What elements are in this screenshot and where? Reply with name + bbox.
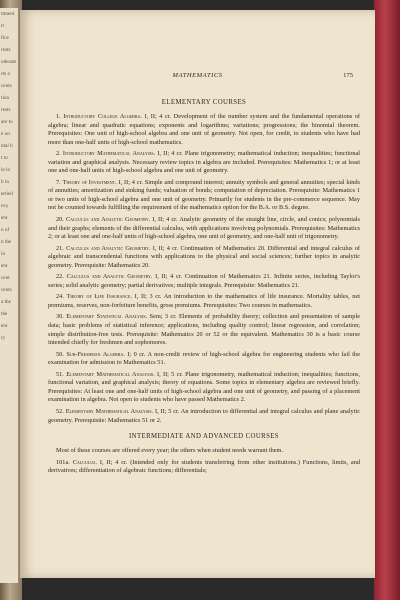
course-title: Introductory Mathematical Analysis. <box>62 150 156 158</box>
course-number: 24. <box>56 293 64 301</box>
left-page-fragment: a the <box>1 299 11 305</box>
course-entry <box>48 459 360 476</box>
course-entry <box>48 179 360 213</box>
course-title: Elementary Mathematical Analysis. <box>65 407 154 415</box>
course-title: Theory of Investment. <box>62 178 117 186</box>
left-page-fragment: b in <box>1 179 9 185</box>
left-page-fragment: n the <box>1 239 12 245</box>
section-intro: Most of these courses are offered every year; the others when student needs warrant them. <box>56 447 284 455</box>
course-number: 101a. <box>56 458 70 466</box>
course-description: I, II; 5 cr. An introduction to differential and integral calculus and plane analytic geometry. Prerequisite: Mathematics 51 or 2. <box>48 407 360 424</box>
course-entry <box>48 113 360 147</box>
left-page-fragment: cents <box>1 287 12 293</box>
left-page-fragment: cent <box>1 275 10 281</box>
course-entry <box>48 408 360 425</box>
left-page-edge <box>0 8 19 583</box>
course-number: 7. <box>56 178 61 186</box>
elementary-course-list <box>48 113 360 425</box>
course-description: I, II; 4 cr. Plane trigonometry; mathematical induction; inequalities; functional variation and graphical analysis. Necessary review topics in algebra are included. Prerequisites: Mathematics 1; or at least one and one-half units of high-school algebra and one unit of geometry. <box>48 150 360 175</box>
section-title-elementary: ELEMENTARY COURSES <box>161 99 247 106</box>
course-title: Introductory College Algebra. <box>63 113 142 120</box>
section-title-advanced: INTERMEDIATE AND ADVANCED COURSES <box>129 433 279 441</box>
left-page-fragment: are to <box>1 119 13 125</box>
left-page-fragment: ent <box>1 215 8 221</box>
left-page-fragment: ttment <box>1 11 15 17</box>
course-entry <box>48 293 360 310</box>
left-page-fragment: t to <box>1 155 8 161</box>
course-number: 50. <box>56 350 64 358</box>
left-page-fragment: ntal b <box>1 143 13 149</box>
course-entry <box>48 371 360 405</box>
course-number: 30. <box>56 313 64 321</box>
red-cover-edge <box>374 0 400 600</box>
course-number: 51. <box>56 370 64 378</box>
course-entry <box>48 245 360 271</box>
course-entry <box>48 216 360 242</box>
left-page-fragment: fice <box>1 35 9 41</box>
course-title: Theory of Life Insurance. <box>66 293 133 301</box>
course-number: 22. <box>56 273 64 281</box>
left-page-fragment: tion <box>1 95 10 101</box>
course-description: I, II; 4 cr. Continuation of Mathematics 20. Differential and integral calculus of algebraic and transcendental functions with applications to the physical and social sciences; further topics in analytic geometry. Prerequisite: Mathematics 20. <box>48 244 361 269</box>
course-entry <box>48 150 360 176</box>
course-title: Calculus and Analytic Geometry. <box>66 273 153 281</box>
left-page-fragment: n of <box>1 227 10 233</box>
course-title: Elementary Statistical Analysis. <box>66 313 148 321</box>
left-page-fragment: ertied <box>1 191 13 197</box>
course-description: I, II; 3 cr. An introduction to the mathematics of life insurance. Mortality tables, net premiums, reserves, non-forfeiture benefits, gross premiums. Prerequisites: Two courses in mathematics. <box>48 293 360 309</box>
course-number: 20. <box>56 216 64 224</box>
left-page-fragment: rests <box>1 47 11 53</box>
left-page-fragment: ncy <box>1 203 9 209</box>
course-description: I, II; 4 cr. (Intended only for students transferring from other institutions.) Functions, limits, and derivatives; differentiation of algebraic functions; differentials; <box>48 458 360 475</box>
advanced-course-list <box>48 459 360 476</box>
page-content <box>48 99 360 479</box>
page-number: 175 <box>343 72 353 79</box>
left-page-fragment: oderate <box>1 59 17 65</box>
left-page-fragment: rests <box>1 107 11 113</box>
catalog-page <box>20 10 375 578</box>
course-entry <box>48 313 360 347</box>
course-entry <box>48 351 360 368</box>
course-description: Sem; 3 cr. Elements of probability theory; collection and presentation of sample data; basic problems of statistical inference; applications, including quality control; linear regression, and correlation; simple distribution-free tests. Prerequisite: Mathematics 20 or 52 or the equivalent. Mathematics 30 is a basic course intended chiefly for freshmen and sophomores. <box>48 313 361 347</box>
left-page-fragment: cents <box>1 83 12 89</box>
left-page-fragment: ent <box>1 323 8 329</box>
course-description: I, II; 4 cr. Simple and compound interest; annuity symbols and general annuities; special kinds of annuities; amortization and sinking funds; valuation of bonds; computation of depreciation. Prerequisite: Mathematics 1 or two units of high-school algebra and one unit of geometry. Primarily for students in the pre-commerce sequence. May not be counted towards fulfilling the requirement of the mathematics option for the B.A. or B.S. degree. <box>48 178 360 212</box>
course-entry <box>48 273 360 290</box>
course-title: Sub-Freshman Algebra. <box>66 350 125 358</box>
course-title: Calculus. <box>72 458 97 466</box>
course-number: 52. <box>56 407 64 415</box>
course-description: I, II; 4 cr. Development of the number system and the fundamental operations of algebra; linear and quadratic equations; exponents and logarithms; variations; progressions; the binomial theorem. Prerequisites: One unit of high-school algebra and one unit of geometry. Not open, for credit, to students who have had more than one-half units of high-school mathematics. <box>48 113 360 146</box>
left-page-fragment: tr <box>1 23 5 29</box>
running-head: MATHEMATICS <box>172 72 223 79</box>
course-number: 2. <box>56 150 61 158</box>
left-page-fragment: ry <box>1 335 6 341</box>
left-page-fragment: ent <box>1 263 8 269</box>
left-page-fragment: in <box>1 251 6 257</box>
course-description: I, II; 4 cr. Analytic geometry of the straight line, circle, and conics; polynomials and their graphs; elements of the differential calculus, with applications involving polynomials. Prerequisites: Mathematics 2; or at least one and one-half units of high-school algebra, one unit of geometry, and one-half unit of trigonometry. <box>48 216 361 241</box>
course-description: I, II; 4 cr. Continuation of Mathematics 21. Infinite series, including Taylor's series; solid analytic geometry; partial derivatives; multiple integrals. Prerequisite: Mathematics 21. <box>48 273 361 289</box>
left-page-fragment: le in <box>1 167 11 173</box>
course-title: Elementary Mathematical Analysis. <box>66 370 155 378</box>
course-number: 21. <box>56 244 64 252</box>
course-description: I, II; 5 cr. Plane trigonometry, mathematical induction; inequalities; functions, functional variation, and graphical analysis; theory of equations. Some topics in elementary algebra are reviewed briefly. Prerequisites: At least one and one-half units of high-school algebra and one unit of geometry, and passing of a placement examination in algebra. Not open to students who have passed Mathematics 2. <box>48 370 360 404</box>
left-page-fragment: the <box>1 311 8 317</box>
course-number: 1. <box>56 113 61 120</box>
left-page-fragment: rts o <box>1 71 11 77</box>
left-page-fragment: e on <box>1 131 10 137</box>
course-title: Calculus and Analytic Geometry. <box>66 244 151 252</box>
course-title: Calculus and Analytic Geometry. <box>65 216 151 224</box>
course-description: I; 0 cr. A non-credit review of high-school algebra for engineering students who fail the examination for admission to Mathematics 51. <box>48 350 360 367</box>
